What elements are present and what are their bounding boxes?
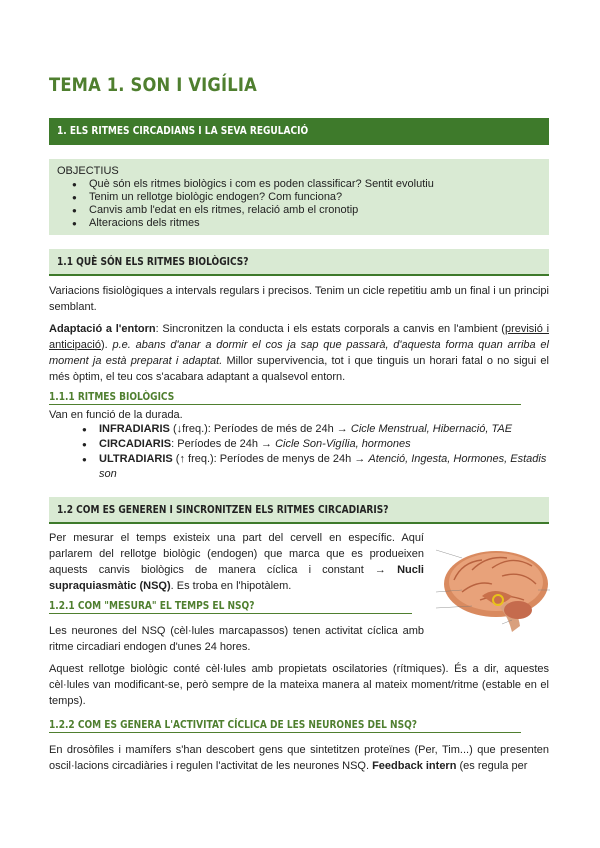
objectives-heading: OBJECTIUS [57,165,119,177]
page-title: TEMA 1. SON I VIGÍLIA [49,74,257,96]
section-heading-1 [49,118,549,145]
text-run: : Sincronitzen la conducta i els estats corporals a canvis en l'ambient ( [155,323,505,335]
list-item: ● Canvis amb l'edat en els ritmes, relació amb el cronotip [89,204,549,217]
text-run: Per mesurar el temps existeix una part del cervell en específic. Aquí parlarem del rellotge biològic (endogen) que marca que es produeixen aquests canvis biològics de manera cíclica i constant → [49,532,424,576]
type-name: CIRCADIARIS [99,438,172,450]
list-item [99,452,549,482]
section-heading-text: 1. ELS RITMES CIRCADIANS I LA SEVA REGULACIÓ [57,125,309,137]
adaptation-label: Adaptació a l'entorn [49,323,156,335]
text-run: Millor supervivencia, tot i que tinguis un horari fatal o no sigui el més òptim, el teu cos s'acabara adaptant a qualsevol entorn. [49,355,549,383]
rhythm-types-list [49,422,549,482]
italic-example: p.e. abans d'anar a dormir el cos ja sap que passarà, d'aquesta forma quan arriba el moment ja està preparat i adaptat. [49,339,549,367]
subsection-heading-1-2-2 [49,719,521,733]
text-run: . Es troba en l'hipotàlem. [170,580,292,592]
type-text: : Períodes de 24h → [171,438,276,450]
type-name: ULTRADIARIS [99,453,173,465]
type-examples: Cicle Menstrual, Hibernació, TAE [350,423,513,435]
type-examples: Atenció, Ingesta, Hormones, Estadis son [99,453,547,480]
subsection-heading-1-2-1 [49,600,412,614]
objectives-list [57,178,549,230]
list-item: ● Què són els ritmes biològics i com es poden classificar? Sentit evolutiu [89,178,549,191]
paragraph-intro: Van en funció de la durada. [49,409,183,421]
heading-text: 1.2 COM ES GENEREN I SINCRONITZEN ELS RITMES CIRCADIARIS? [57,504,389,516]
feedback-term: Feedback intern [372,760,457,772]
paragraph-adaptation [49,321,549,385]
text-run: En drosòfiles i mamífers s'han descobert gens que sintetitzen proteïnes (Per, Tim...) que presenten oscil·lacions circadiàries i regulen l'activitat de les neurones NSQ. [49,744,549,772]
list-item: ● Tenim un rellotge biològic endogen? Com funciona? [89,191,549,204]
nsq-term: Nucli supraquiasmàtic (NSQ) [49,564,424,592]
heading-text: 1.2.1 COM "MESURA" EL TEMPS EL NSQ? [49,600,255,612]
heading-text: 1.1.1 RITMES BIOLÒGICS [49,391,175,403]
heading-text: 1.1 QUÈ SÓN ELS RITMES BIOLÒGICS? [57,256,249,268]
section-heading-1-1 [49,249,549,276]
list-item [99,437,549,452]
paragraph-nsq-neurons: Les neurones del NSQ (cèl·lules marcapassos) tenen activitat cíclica amb ritme circadiari endogen d'unes 24 hores. [49,625,424,653]
heading-text: 1.2.2 COM ES GENERA L'ACTIVITAT CÍCLICA DE LES NEURONES DEL NSQ? [49,719,418,731]
type-name: INFRADIARIS [99,423,170,435]
text-run: (es regula per [456,760,528,772]
list-item [99,422,549,437]
underlined-text: previsió i anticipació [49,323,550,351]
paragraph-definition: Variacions fisiològiques a intervals regulars i precisos. Tenim un cicle repetitiu amb un final i un principi semblant. [49,285,549,313]
paragraph-feedback [49,742,549,774]
text-run: ). [100,339,113,351]
list-item: ● Alteracions dels ritmes [89,217,549,230]
section-heading-1-2 [49,497,549,524]
objectives-box [49,159,549,235]
type-examples: Cicle Son-Vigília, hormones [275,438,411,450]
type-text: (↓freq.): Períodes de més de 24h → [169,423,351,435]
brain-illustration [432,540,554,640]
type-text: (↑ freq.): Períodes de menys de 24h → [172,453,369,465]
paragraph-oscillatory: Aquest rellotge biològic conté cèl·lules amb propietats oscilatories (rítmiques). És a dir, aquestes cèl·lules van modificant-se, però sempre de la mateixa manera al mateix moment/ritme (estable en el temps). [49,663,549,707]
paragraph-nsq [49,530,424,594]
subsection-heading-1-1-1 [49,391,521,405]
